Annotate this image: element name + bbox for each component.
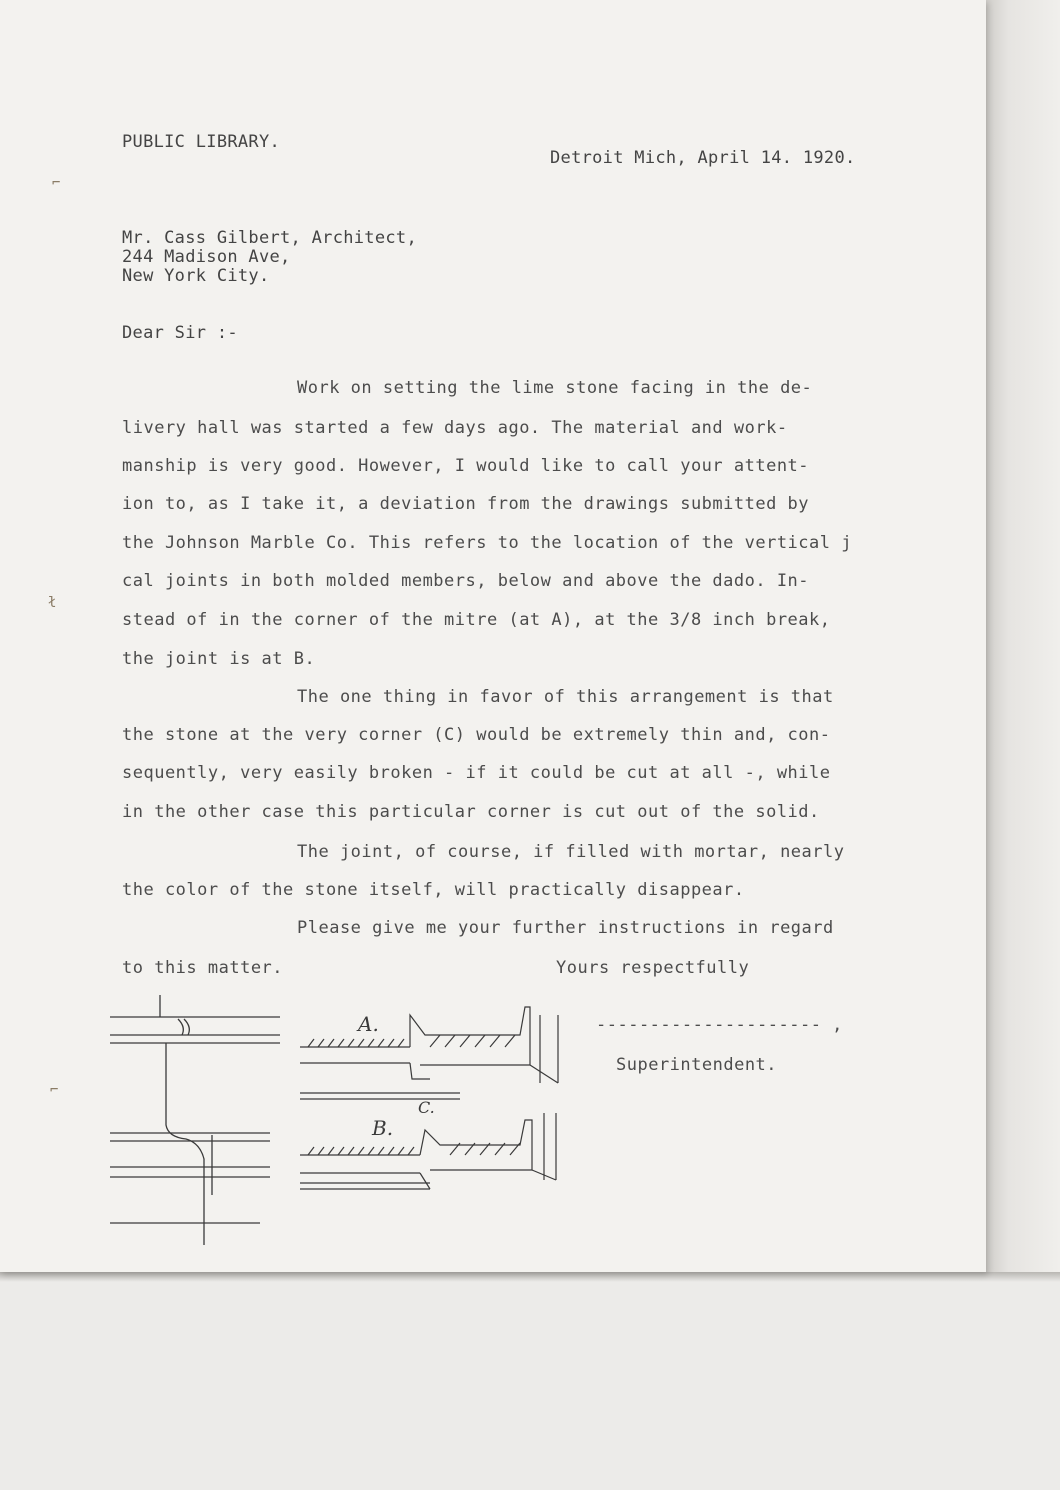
body-line: stead of in the corner of the mitre (at A), at the 3/8 inch break, bbox=[122, 610, 831, 630]
place-date: Detroit Mich, April 14. 1920. bbox=[550, 148, 856, 168]
body-line: cal joints in both molded members, below and above the dado. In- bbox=[122, 571, 810, 591]
page-shadow bbox=[0, 1272, 1060, 1282]
body-line: Please give me your further instructions in regard bbox=[297, 918, 834, 938]
body-line: the joint is at B. bbox=[122, 649, 316, 669]
recipient-line-1: Mr. Cass Gilbert, Architect, bbox=[122, 228, 417, 248]
body-line: the color of the stone itself, will practically disappear. bbox=[122, 880, 745, 900]
body-line: in the other case this particular corner is cut out of the solid. bbox=[122, 802, 820, 822]
label-b: B. bbox=[372, 1116, 394, 1140]
body-line: manship is very good. However, I would like to call your attent- bbox=[122, 456, 810, 476]
recipient-line-2: 244 Madison Ave, bbox=[122, 247, 291, 267]
signature-line: --------------------- , bbox=[596, 1015, 843, 1035]
body-line: The joint, of course, if filled with mortar, nearly bbox=[297, 842, 845, 862]
margin-mark: ⌐ bbox=[50, 1082, 59, 1098]
body-line: livery hall was started a few days ago. The material and work- bbox=[122, 418, 788, 438]
body-line: sequently, very easily broken - if it could be cut at all -, while bbox=[122, 763, 831, 783]
closing: Yours respectfully bbox=[556, 958, 750, 978]
body-line: Work on setting the lime stone facing in the de- bbox=[297, 378, 813, 398]
elevation-sketch bbox=[110, 995, 285, 1245]
margin-mark: ⌐ bbox=[52, 175, 61, 191]
body-line: ion to, as I take it, a deviation from the drawings submitted by bbox=[122, 494, 810, 514]
margin-mark: ł bbox=[48, 595, 57, 611]
recipient-line-3: New York City. bbox=[122, 266, 270, 286]
underlying-sheet bbox=[0, 1272, 1060, 1490]
letterhead: PUBLIC LIBRARY. bbox=[122, 132, 281, 152]
body-line: to this matter. bbox=[122, 958, 284, 978]
page-edge bbox=[986, 0, 1060, 1272]
body-line: the stone at the very corner (C) would be extremely thin and, con- bbox=[122, 725, 831, 745]
signature-title: Superintendent. bbox=[616, 1055, 778, 1075]
salutation: Dear Sir :- bbox=[122, 323, 238, 343]
label-c: C. bbox=[418, 1098, 435, 1117]
section-sketch bbox=[300, 995, 570, 1200]
body-line: The one thing in favor of this arrangement is that bbox=[297, 687, 834, 707]
label-a: A. bbox=[358, 1012, 379, 1036]
body-line: the Johnson Marble Co. This refers to the location of the vertical j bbox=[122, 533, 852, 553]
